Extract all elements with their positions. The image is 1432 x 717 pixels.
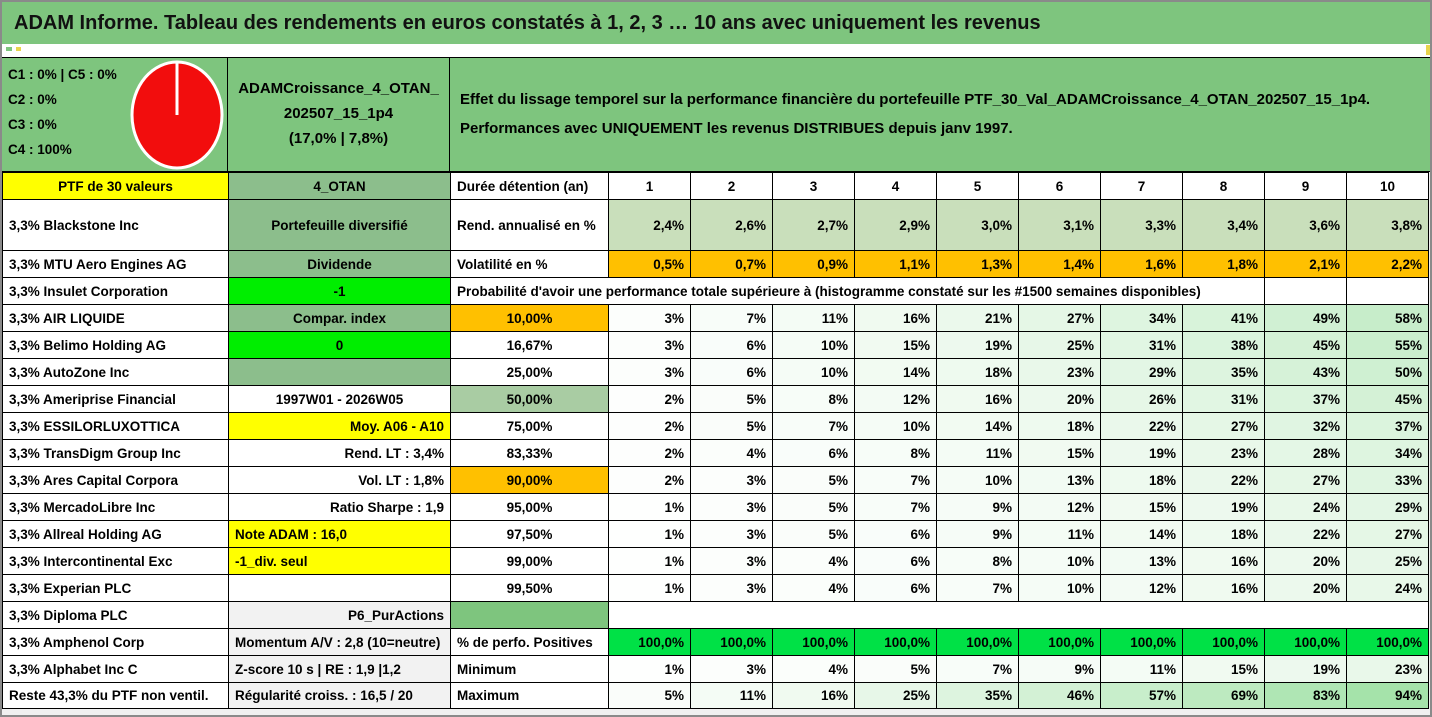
value-cell[interactable]: 26% [1101, 386, 1183, 413]
info-cell[interactable]: Momentum A/V : 2,8 (10=neutre) [229, 629, 451, 656]
allocation-pie-chart [129, 60, 225, 170]
value-cell[interactable]: 16% [855, 305, 937, 332]
value-cell[interactable]: 20% [1019, 386, 1101, 413]
metric-label[interactable]: 83,33% [451, 440, 609, 467]
value-cell[interactable]: 7% [937, 575, 1019, 602]
portfolio-name-cell[interactable] [228, 58, 450, 171]
value-cell[interactable]: 11% [1019, 521, 1101, 548]
value-cell[interactable]: 1,6% [1101, 251, 1183, 278]
value-cell[interactable]: 94% [1347, 683, 1429, 709]
value-cell[interactable]: 33% [1347, 467, 1429, 494]
info-cell[interactable]: 0 [229, 332, 451, 359]
value-cell[interactable]: 37% [1265, 386, 1347, 413]
value-cell[interactable]: 0,5% [609, 251, 691, 278]
metric-label[interactable]: 75,00% [451, 413, 609, 440]
value-cell[interactable]: 2,7% [773, 200, 855, 251]
metric-label[interactable]: Rend. annualisé en % [451, 200, 609, 251]
value-cell[interactable]: 11% [1101, 656, 1183, 683]
value-cell[interactable]: 3% [691, 575, 773, 602]
value-cell[interactable]: 3% [691, 494, 773, 521]
empty-cell[interactable] [1265, 278, 1347, 305]
value-cell[interactable]: 10 [1347, 173, 1429, 200]
value-cell[interactable]: 2,1% [1265, 251, 1347, 278]
row-proba-99 [3, 548, 1429, 575]
value-cell[interactable]: 1,4% [1019, 251, 1101, 278]
value-cell[interactable]: 5% [609, 683, 691, 709]
value-cell[interactable]: 14% [1101, 521, 1183, 548]
row-proba-10 [3, 305, 1429, 332]
value-cell[interactable]: 6% [691, 332, 773, 359]
row-maximum [3, 683, 1429, 709]
value-cell[interactable]: 4% [773, 548, 855, 575]
value-cell[interactable]: 7% [937, 656, 1019, 683]
metric-label[interactable]: 16,67% [451, 332, 609, 359]
row-proba-25 [3, 359, 1429, 386]
value-cell[interactable]: 19% [1183, 494, 1265, 521]
stock-label[interactable]: Reste 43,3% du PTF non ventil. [3, 683, 229, 709]
value-cell[interactable]: 6% [855, 575, 937, 602]
info-cell[interactable]: -1_div. seul [229, 548, 451, 575]
info-cell[interactable]: Note ADAM : 16,0 [229, 521, 451, 548]
value-cell[interactable]: 9% [937, 521, 1019, 548]
portfolio-name-line1: ADAMCroissance_4_OTAN_ [238, 80, 439, 98]
stock-label[interactable]: 3,3% Blackstone Inc [3, 200, 229, 251]
value-cell[interactable]: 29% [1101, 359, 1183, 386]
value-cell[interactable]: 10% [773, 332, 855, 359]
empty-cell[interactable] [1347, 278, 1429, 305]
value-cell[interactable]: 3,4% [1183, 200, 1265, 251]
value-cell[interactable]: 27% [1019, 305, 1101, 332]
value-cell[interactable]: 3% [691, 467, 773, 494]
value-cell[interactable]: 6% [691, 359, 773, 386]
metric-label[interactable]: 25,00% [451, 359, 609, 386]
stock-label[interactable]: 3,3% Experian PLC [3, 575, 229, 602]
metric-label[interactable]: 99,50% [451, 575, 609, 602]
info-cell[interactable]: 1997W01 - 2026W05 [229, 386, 451, 413]
value-cell[interactable]: 100,0% [609, 629, 691, 656]
stock-label[interactable]: 3,3% Diploma PLC [3, 602, 229, 629]
value-cell[interactable]: 15% [1101, 494, 1183, 521]
value-cell[interactable]: 7 [1101, 173, 1183, 200]
value-cell[interactable]: 19% [937, 332, 1019, 359]
description-line2: Performances avec UNIQUEMENT les revenus DISTRIBUES depuis janv 1997. [460, 119, 1013, 137]
metric-label[interactable]: Durée détention (an) [451, 173, 609, 200]
value-cell[interactable]: 32% [1265, 413, 1347, 440]
value-cell[interactable]: 3 [773, 173, 855, 200]
metric-label[interactable]: 50,00% [451, 386, 609, 413]
value-cell[interactable]: 41% [1183, 305, 1265, 332]
value-cell[interactable]: 13% [1101, 548, 1183, 575]
info-cell[interactable]: Ratio Sharpe : 1,9 [229, 494, 451, 521]
value-cell[interactable]: 100,0% [773, 629, 855, 656]
allocation-line-c1: C1 : 0% | C5 : 0% [8, 67, 117, 82]
value-cell[interactable]: 22% [1265, 521, 1347, 548]
value-cell[interactable]: 45% [1347, 386, 1429, 413]
value-cell[interactable]: 37% [1347, 413, 1429, 440]
value-cell[interactable]: 19% [1265, 656, 1347, 683]
value-cell[interactable]: 14% [855, 359, 937, 386]
value-cell[interactable]: 27% [1265, 467, 1347, 494]
row-proba-16-67 [3, 332, 1429, 359]
metric-label[interactable]: Volatilité en % [451, 251, 609, 278]
value-cell[interactable]: 3,1% [1019, 200, 1101, 251]
value-cell[interactable]: 3% [691, 548, 773, 575]
value-cell[interactable]: 3% [609, 332, 691, 359]
description-line1: Effet du lissage temporel sur la performance financière du portefeuille PTF_30_Val_ADAMCroissance_4_OTAN_202507_15_1p4. [460, 91, 1371, 108]
value-cell[interactable]: 6% [855, 521, 937, 548]
value-cell[interactable]: 7% [855, 467, 937, 494]
value-cell[interactable]: 8% [855, 440, 937, 467]
returns-table-body [3, 173, 1429, 709]
value-cell[interactable]: 1% [609, 521, 691, 548]
value-cell[interactable]: 18% [1101, 467, 1183, 494]
value-cell[interactable]: 31% [1101, 332, 1183, 359]
value-cell[interactable]: 5% [691, 413, 773, 440]
row-perfo-positives [3, 629, 1429, 656]
metric-label[interactable]: Maximum [451, 683, 609, 709]
value-cell[interactable]: 2% [609, 467, 691, 494]
value-cell[interactable]: 7% [855, 494, 937, 521]
value-cell[interactable]: 10% [1019, 548, 1101, 575]
value-cell[interactable]: 6% [773, 440, 855, 467]
value-cell[interactable]: 2 [691, 173, 773, 200]
strip-tick [1426, 45, 1430, 55]
stock-label[interactable]: 3,3% MercadoLibre Inc [3, 494, 229, 521]
value-cell[interactable]: 1% [609, 656, 691, 683]
value-cell[interactable]: 3% [609, 305, 691, 332]
value-cell[interactable]: 15% [855, 332, 937, 359]
value-cell[interactable]: 5% [773, 521, 855, 548]
value-cell[interactable]: 24% [1265, 494, 1347, 521]
value-cell[interactable]: 14% [937, 413, 1019, 440]
metric-label[interactable]: 90,00% [451, 467, 609, 494]
info-cell[interactable]: Vol. LT : 1,8% [229, 467, 451, 494]
row-spacer [3, 602, 1429, 629]
metric-label[interactable]: 10,00% [451, 305, 609, 332]
allocation-line-c4: C4 : 100% [8, 141, 72, 157]
portfolio-name-line2: 202507_15_1p4 [283, 105, 394, 123]
value-cell[interactable]: 55% [1347, 332, 1429, 359]
row-proba-97-50 [3, 521, 1429, 548]
value-cell[interactable]: 9 [1265, 173, 1347, 200]
value-cell[interactable]: 11% [773, 305, 855, 332]
value-cell[interactable]: 100,0% [855, 629, 937, 656]
stock-label[interactable]: 3,3% ESSILORLUXOTTICA [3, 413, 229, 440]
value-cell[interactable]: 35% [937, 683, 1019, 709]
value-cell[interactable]: 1,8% [1183, 251, 1265, 278]
info-cell[interactable]: Moy. A06 - A10 [229, 413, 451, 440]
value-cell[interactable]: 2% [609, 440, 691, 467]
value-cell[interactable]: 3% [691, 521, 773, 548]
value-cell[interactable]: 3,0% [937, 200, 1019, 251]
value-cell[interactable]: 16% [773, 683, 855, 709]
value-cell[interactable]: 38% [1183, 332, 1265, 359]
allocation-line-c2: C2 : 0% [8, 91, 57, 107]
value-cell[interactable]: 10% [1019, 575, 1101, 602]
row-proba-95 [3, 494, 1429, 521]
allocation-cell[interactable] [2, 58, 228, 171]
value-cell[interactable]: 22% [1101, 413, 1183, 440]
returns-table [2, 172, 1429, 709]
value-cell[interactable]: 25% [1347, 548, 1429, 575]
value-cell[interactable]: 20% [1265, 548, 1347, 575]
value-cell[interactable]: 5 [937, 173, 1019, 200]
stock-label[interactable]: 3,3% Allreal Holding AG [3, 521, 229, 548]
value-cell[interactable]: 6 [1019, 173, 1101, 200]
info-cell[interactable]: Compar. index [229, 305, 451, 332]
value-cell[interactable]: 9% [1019, 656, 1101, 683]
value-cell[interactable]: 69% [1183, 683, 1265, 709]
value-cell[interactable]: 7% [773, 413, 855, 440]
value-cell[interactable]: 100,0% [691, 629, 773, 656]
strip-speck [6, 47, 12, 51]
value-cell[interactable]: 12% [855, 386, 937, 413]
value-cell[interactable]: 2% [609, 386, 691, 413]
value-cell[interactable]: 23% [1183, 440, 1265, 467]
info-cell[interactable] [229, 359, 451, 386]
row-volatilite [3, 251, 1429, 278]
stock-label[interactable]: 3,3% MTU Aero Engines AG [3, 251, 229, 278]
spacer-green-cell[interactable] [451, 602, 609, 629]
stock-label[interactable]: 3,3% Insulet Corporation [3, 278, 229, 305]
value-cell[interactable]: 27% [1347, 521, 1429, 548]
info-cell[interactable]: Z-score 10 s | RE : 1,9 |1,2 [229, 656, 451, 683]
value-cell[interactable]: 27% [1183, 413, 1265, 440]
row-minimum [3, 656, 1429, 683]
value-cell[interactable]: 49% [1265, 305, 1347, 332]
value-cell[interactable]: 9% [937, 494, 1019, 521]
value-cell[interactable]: 3,6% [1265, 200, 1347, 251]
row-proba-75 [3, 413, 1429, 440]
value-cell[interactable]: 10% [855, 413, 937, 440]
info-cell[interactable]: Portefeuille diversifié [229, 200, 451, 251]
row-proba-99-50 [3, 575, 1429, 602]
value-cell[interactable]: 1% [609, 575, 691, 602]
value-cell[interactable]: 4% [773, 656, 855, 683]
row-proba-50 [3, 386, 1429, 413]
value-cell[interactable]: 15% [1019, 440, 1101, 467]
value-cell[interactable]: 35% [1183, 359, 1265, 386]
value-cell[interactable]: 2,9% [855, 200, 937, 251]
value-cell[interactable]: 4% [691, 440, 773, 467]
value-cell[interactable]: 12% [1019, 494, 1101, 521]
value-cell[interactable]: 31% [1183, 386, 1265, 413]
value-cell[interactable]: 100,0% [1101, 629, 1183, 656]
value-cell[interactable]: 19% [1101, 440, 1183, 467]
stock-label[interactable]: 3,3% Amphenol Corp [3, 629, 229, 656]
value-cell[interactable]: 10% [773, 359, 855, 386]
value-cell[interactable]: 34% [1347, 440, 1429, 467]
info-cell[interactable]: Régularité croiss. : 16,5 / 20 [229, 683, 451, 709]
portfolio-name-line3: (17,0% | 7,8%) [288, 129, 389, 147]
value-cell[interactable]: 45% [1265, 332, 1347, 359]
stock-label[interactable]: 3,3% Belimo Holding AG [3, 332, 229, 359]
description-cell[interactable] [450, 58, 1430, 171]
value-cell[interactable]: 23% [1019, 359, 1101, 386]
value-cell[interactable]: 25% [1019, 332, 1101, 359]
value-cell[interactable]: 18% [1019, 413, 1101, 440]
value-cell[interactable]: 1% [609, 494, 691, 521]
metric-label[interactable]: % de perfo. Positives [451, 629, 609, 656]
value-cell[interactable]: 50% [1347, 359, 1429, 386]
value-cell[interactable]: 100,0% [1019, 629, 1101, 656]
value-cell[interactable]: 7% [691, 305, 773, 332]
value-cell[interactable]: 25% [855, 683, 937, 709]
value-cell[interactable]: 1,1% [855, 251, 937, 278]
info-cell[interactable]: P6_PurActions [229, 602, 451, 629]
value-cell[interactable]: 2,2% [1347, 251, 1429, 278]
stock-label[interactable]: 3,3% AIR LIQUIDE [3, 305, 229, 332]
value-cell[interactable]: 11% [691, 683, 773, 709]
header-block [2, 57, 1430, 172]
value-cell[interactable]: 43% [1265, 359, 1347, 386]
value-cell[interactable]: 18% [937, 359, 1019, 386]
value-cell[interactable]: 58% [1347, 305, 1429, 332]
value-cell[interactable]: 46% [1019, 683, 1101, 709]
value-cell[interactable]: 5% [773, 467, 855, 494]
stock-label[interactable]: 3,3% Intercontinental Exc [3, 548, 229, 575]
value-cell[interactable]: 21% [937, 305, 1019, 332]
value-cell[interactable]: 2,4% [609, 200, 691, 251]
value-cell[interactable]: 16% [937, 386, 1019, 413]
info-cell[interactable]: 4_OTAN [229, 173, 451, 200]
info-cell[interactable]: Rend. LT : 3,4% [229, 440, 451, 467]
value-cell[interactable]: 15% [1183, 656, 1265, 683]
value-cell[interactable]: 24% [1347, 575, 1429, 602]
stock-label[interactable]: 3,3% AutoZone Inc [3, 359, 229, 386]
value-cell[interactable]: 8% [937, 548, 1019, 575]
value-cell[interactable]: 100,0% [1183, 629, 1265, 656]
value-cell[interactable]: 3% [609, 359, 691, 386]
value-cell[interactable]: 20% [1265, 575, 1347, 602]
stock-label[interactable]: 3,3% Ameriprise Financial [3, 386, 229, 413]
stock-label[interactable]: 3,3% Alphabet Inc C [3, 656, 229, 683]
value-cell[interactable]: 100,0% [1347, 629, 1429, 656]
value-cell[interactable]: 11% [937, 440, 1019, 467]
value-cell[interactable]: 3,3% [1101, 200, 1183, 251]
value-cell[interactable]: 23% [1347, 656, 1429, 683]
value-cell[interactable]: 2,6% [691, 200, 773, 251]
metric-label[interactable]: 95,00% [451, 494, 609, 521]
probability-caption[interactable]: Probabilité d'avoir une performance totale supérieure à (histogramme constaté sur les #1500 semaines disponibles) [451, 278, 1265, 305]
page-title: ADAM Informe. Tableau des rendements en euros constatés à 1, 2, 3 … 10 ans avec uniquement les revenus [2, 2, 1430, 44]
row-proba-83-33 [3, 440, 1429, 467]
value-cell[interactable]: 100,0% [937, 629, 1019, 656]
row-probabilite-caption [3, 278, 1429, 305]
value-cell[interactable]: 2% [609, 413, 691, 440]
value-cell[interactable]: 4% [773, 575, 855, 602]
stock-label[interactable]: PTF de 30 valeurs [3, 173, 229, 200]
value-cell[interactable]: 1 [609, 173, 691, 200]
value-cell[interactable]: 16% [1183, 548, 1265, 575]
value-cell[interactable]: 5% [855, 656, 937, 683]
value-cell[interactable]: 29% [1347, 494, 1429, 521]
value-cell[interactable]: 5% [691, 386, 773, 413]
info-cell[interactable] [229, 575, 451, 602]
row-ptf-header [3, 173, 1429, 200]
strip-speck [16, 47, 21, 51]
value-cell[interactable]: 8 [1183, 173, 1265, 200]
row-proba-90 [3, 467, 1429, 494]
value-cell[interactable]: 1% [609, 548, 691, 575]
stock-label[interactable]: 3,3% TransDigm Group Inc [3, 440, 229, 467]
value-cell[interactable]: 57% [1101, 683, 1183, 709]
spacer-empty-cell[interactable] [609, 602, 1429, 629]
value-cell[interactable]: 10% [937, 467, 1019, 494]
value-cell[interactable]: 3,8% [1347, 200, 1429, 251]
value-cell[interactable]: 13% [1019, 467, 1101, 494]
value-cell[interactable]: 28% [1265, 440, 1347, 467]
value-cell[interactable]: 0,9% [773, 251, 855, 278]
row-rend-annualise [3, 200, 1429, 251]
value-cell[interactable]: 16% [1183, 575, 1265, 602]
value-cell[interactable]: 3% [691, 656, 773, 683]
value-cell[interactable]: 34% [1101, 305, 1183, 332]
formula-strip [2, 44, 1430, 57]
value-cell[interactable]: 6% [855, 548, 937, 575]
value-cell[interactable]: 1,3% [937, 251, 1019, 278]
value-cell[interactable]: 22% [1183, 467, 1265, 494]
metric-label[interactable]: Minimum [451, 656, 609, 683]
info-cell[interactable]: -1 [229, 278, 451, 305]
stock-label[interactable]: 3,3% Ares Capital Corpora [3, 467, 229, 494]
value-cell[interactable]: 12% [1101, 575, 1183, 602]
value-cell[interactable]: 0,7% [691, 251, 773, 278]
value-cell[interactable]: 83% [1265, 683, 1347, 709]
value-cell[interactable]: 4 [855, 173, 937, 200]
value-cell[interactable]: 18% [1183, 521, 1265, 548]
value-cell[interactable]: 5% [773, 494, 855, 521]
metric-label[interactable]: 97,50% [451, 521, 609, 548]
metric-label[interactable]: 99,00% [451, 548, 609, 575]
value-cell[interactable]: 100,0% [1265, 629, 1347, 656]
info-cell[interactable]: Dividende [229, 251, 451, 278]
value-cell[interactable]: 8% [773, 386, 855, 413]
allocation-line-c3: C3 : 0% [8, 116, 57, 132]
